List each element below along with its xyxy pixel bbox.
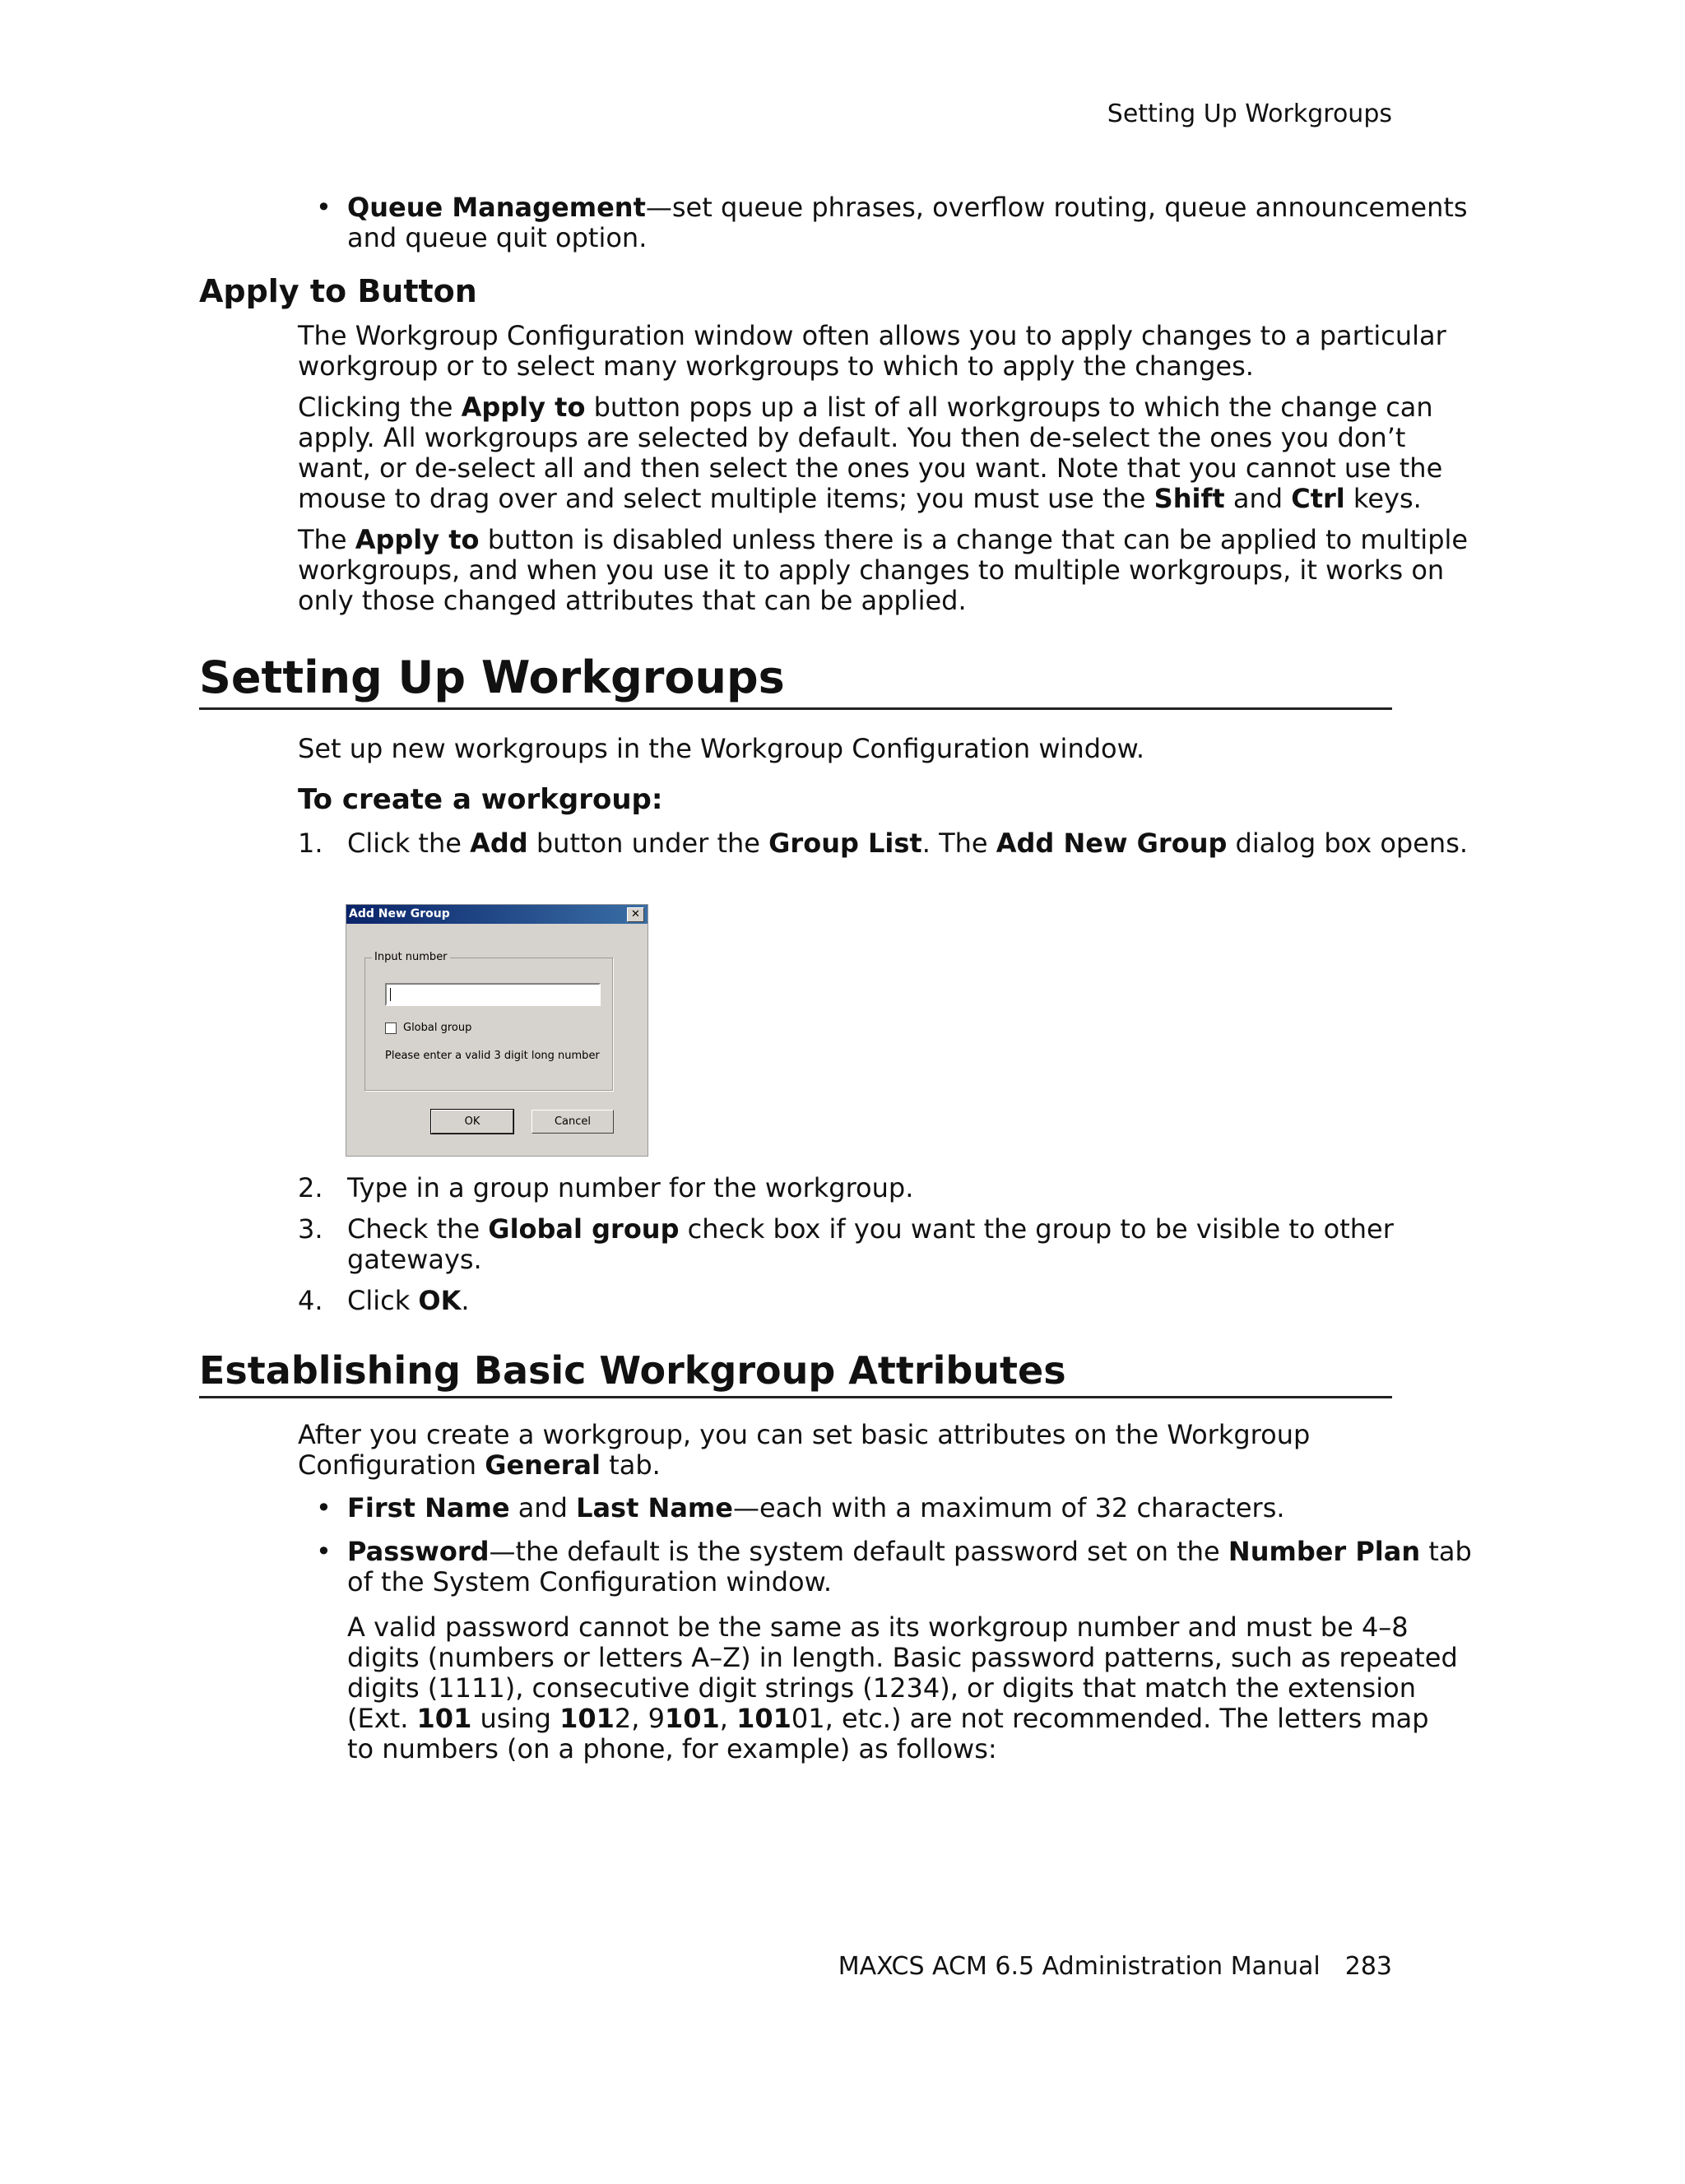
term-last-name: Last Name: [576, 1492, 733, 1523]
term-add: Add: [470, 828, 528, 859]
step-number: 3.: [298, 1213, 323, 1245]
cancel-button[interactable]: Cancel: [531, 1110, 614, 1134]
term-ext: 101: [416, 1703, 472, 1734]
term-ext: 101: [559, 1703, 615, 1734]
term-ext: 101: [736, 1703, 791, 1734]
bullet-text: —set queue phrases, overflow routing, queue announcements: [645, 192, 1468, 223]
term-global-group: Global group: [488, 1213, 680, 1245]
text-line: A valid password cannot be the same as its workgroup number and must be 4–8: [347, 1611, 1409, 1643]
term-general: General: [485, 1449, 601, 1481]
close-icon[interactable]: ✕: [627, 907, 644, 922]
add-new-group-dialog: [346, 904, 648, 1157]
term-apply-to: Apply to: [461, 392, 586, 423]
bullet-text: and queue quit option.: [347, 222, 648, 253]
text-line: only those changed attributes that can be applied.: [298, 585, 967, 616]
dialog-title: Add New Group: [349, 907, 450, 920]
step-number: 4.: [298, 1285, 323, 1316]
heading-rule: [199, 707, 1392, 710]
text-span: Click: [347, 1285, 419, 1316]
text-span: Clicking the: [298, 392, 462, 423]
text-span: —the default is the system default password set on the: [489, 1536, 1228, 1567]
text-line: digits (numbers or letters A–Z) in length. Basic password patterns, such as repeated: [347, 1642, 1458, 1673]
text-span: ,: [719, 1703, 737, 1734]
term-ctrl: Ctrl: [1291, 483, 1345, 514]
term-number-plan: Number Plan: [1228, 1536, 1421, 1567]
text-line: apply. All workgroups are selected by default. You then de-select the ones you don’t: [298, 422, 1406, 453]
step-number: 1.: [298, 828, 323, 859]
term-queue-management: Queue Management: [347, 192, 646, 223]
bullet-mark: •: [316, 1492, 332, 1523]
groupbox-label: Input number: [372, 951, 450, 964]
bullet-mark: •: [316, 1536, 332, 1567]
text-span: tab.: [600, 1449, 661, 1481]
paragraph: [298, 392, 1442, 514]
dialog-title-bar: [346, 905, 648, 924]
text-span: check box if you want the group to be visible to other: [679, 1213, 1394, 1245]
text-span: The: [298, 524, 355, 555]
global-group-checkbox[interactable]: [385, 1022, 397, 1034]
text-line: want, or de-select all and then select the ones you want. Note that you cannot use the: [298, 452, 1443, 484]
text-span: Click the: [347, 828, 471, 859]
text-span: button pops up a list of all workgroups to which the change can: [585, 392, 1433, 423]
term-password: Password: [347, 1536, 490, 1567]
paragraph: [298, 525, 1468, 616]
group-number-input[interactable]: [385, 983, 601, 1006]
text-line: workgroups, and when you use it to apply changes to multiple workgroups, it works on: [298, 554, 1445, 586]
paragraph: [298, 321, 1446, 382]
text-span: .: [461, 1285, 470, 1316]
step-number: 2.: [298, 1172, 323, 1203]
text-caret: [390, 988, 391, 1001]
term-apply-to: Apply to: [355, 524, 480, 555]
text-span: 2, 9: [614, 1703, 665, 1734]
paragraph-password-rules: [347, 1612, 1458, 1764]
text-span: button is disabled unless there is a change that can be applied to multiple: [479, 524, 1469, 555]
step-text: Type in a group number for the workgroup.: [347, 1172, 914, 1203]
input-number-groupbox: [364, 951, 613, 1091]
text-line: workgroup or to select many workgroups to which to apply the changes.: [298, 350, 1254, 382]
text-line: gateways.: [347, 1244, 482, 1275]
section-heading-setting-up-workgroups: Setting Up Workgroups: [199, 651, 785, 703]
term-ext: 101: [664, 1703, 720, 1734]
text-span: and: [1224, 483, 1292, 514]
global-group-label[interactable]: Global group: [403, 1022, 472, 1034]
text-span: keys.: [1344, 483, 1422, 514]
text-line: of the System Configuration window.: [347, 1566, 833, 1597]
section-heading-apply-to: Apply to Button: [199, 273, 477, 309]
text-span: button under the: [527, 828, 769, 859]
paragraph: [298, 1420, 1310, 1481]
text-line: digits (1111), consecutive digit strings (1234), or digits that match the extension: [347, 1672, 1416, 1704]
running-header: Setting Up Workgroups: [1107, 100, 1392, 128]
paragraph: Set up new workgroups in the Workgroup Configuration window.: [298, 733, 1145, 764]
text-span: 01, etc.) are not recommended. The letters map: [791, 1703, 1429, 1734]
ok-button[interactable]: OK: [431, 1110, 513, 1134]
procedure-heading: To create a workgroup:: [298, 783, 663, 816]
term-shift: Shift: [1154, 483, 1225, 514]
term-group-list: Group List: [768, 828, 922, 859]
text-span: (Ext.: [347, 1703, 417, 1734]
text-span: Configuration: [298, 1449, 485, 1481]
section-heading-basic-attributes: Establishing Basic Workgroup Attributes: [199, 1348, 1066, 1393]
page-number: 283: [1344, 1952, 1392, 1981]
text-span: tab: [1420, 1536, 1472, 1567]
manual-title: MAXCS ACM 6.5 Administration Manual: [838, 1952, 1321, 1981]
text-span: Check the: [347, 1213, 489, 1245]
page-footer: [838, 1951, 1392, 1982]
text-span: dialog box opens.: [1227, 828, 1469, 859]
text-span: using: [471, 1703, 560, 1734]
text-span: and: [509, 1492, 577, 1523]
text-span: mouse to drag over and select multiple items; you must use the: [298, 483, 1154, 514]
heading-rule: [199, 1396, 1392, 1398]
text-span: . The: [921, 828, 996, 859]
term-ok: OK: [418, 1285, 462, 1316]
dialog-hint-text: Please enter a valid 3 digit long number: [385, 1050, 600, 1062]
text-span: —each with a maximum of 32 characters.: [732, 1492, 1285, 1523]
term-first-name: First Name: [347, 1492, 510, 1523]
bullet-mark: •: [316, 192, 332, 223]
text-line: to numbers (on a phone, for example) as follows:: [347, 1733, 997, 1764]
term-add-new-group: Add New Group: [996, 828, 1228, 859]
text-line: After you create a workgroup, you can set basic attributes on the Workgroup: [298, 1419, 1311, 1450]
text-line: The Workgroup Configuration window often allows you to apply changes to a particular: [298, 320, 1446, 351]
